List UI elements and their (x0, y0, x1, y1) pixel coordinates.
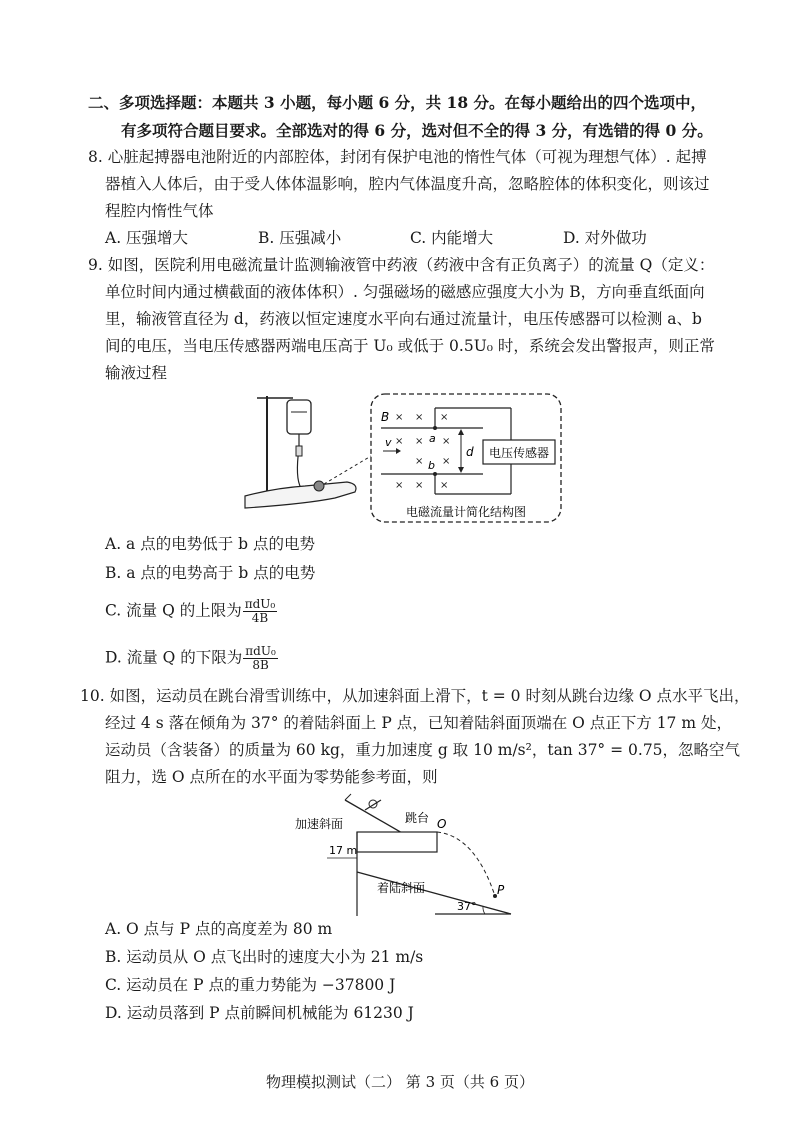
svg-text:×: × (442, 456, 451, 467)
point-o-label: O (437, 817, 447, 831)
accel-slope-label: 加速斜面 (295, 817, 344, 831)
q8-option-b: B. 压强减小 (258, 229, 342, 247)
q8-option-a: A. 压强增大 (105, 229, 189, 247)
q8-stem-line-3: 程腔内惰性气体 (105, 202, 214, 220)
q9-option-a: A. a 点的电势低于 b 点的电势 (105, 535, 315, 553)
svg-text:×: × (415, 436, 424, 447)
platform-label: 跳台 (405, 811, 430, 825)
svg-text:×: × (415, 412, 424, 423)
q8-option-d: D. 对外做功 (563, 229, 647, 247)
section-header-line-1: 二、多项选择题：本题共 3 小题，每小题 6 分，共 18 分。在每小题给出的四个选项中， (88, 93, 707, 112)
q9-option-b: B. a 点的电势高于 b 点的电势 (105, 564, 316, 582)
svg-text:×: × (395, 480, 404, 491)
svg-text:×: × (440, 412, 449, 423)
q9-stem-line-5: 输液过程 (105, 364, 168, 382)
page-footer: 物理模拟测试（二） 第 3 页（共 6 页） (266, 1073, 534, 1091)
svg-text:×: × (415, 456, 424, 467)
q8-stem-line-1: 8. 心脏起搏器电池附近的内部腔体，封闭有保护电池的惰性气体（可视为理想气体）. 起搏 (88, 148, 707, 166)
q10-option-a: A. O 点与 P 点的高度差为 80 m (105, 920, 333, 938)
point-b-label: b (428, 459, 435, 472)
iv-bag-icon (287, 400, 311, 434)
q8-stem-line-2: 器植入人体后，由于受人体体温影响，腔内气体温度升高，忽略腔体的体积变化，则该过 (105, 175, 710, 193)
q9-option-d (105, 645, 278, 672)
height-label: 17 m (329, 844, 358, 857)
q10-stem-line-4: 阻力，选 O 点所在的水平面为零势能参考面，则 (105, 768, 438, 786)
magnetic-field-label: B (381, 410, 390, 424)
q9-option-d-fraction: $\frac{\text{πdU₀}}{8B}$ (245, 644, 276, 672)
q9-option-d-text: D. 流量 Q 的下限为 (105, 648, 243, 667)
patient-arm-icon (245, 482, 356, 508)
svg-text:×: × (415, 480, 424, 491)
q9-option-c (105, 598, 277, 625)
q9-figure (235, 388, 565, 530)
q10-option-b: B. 运动员从 O 点飞出时的速度大小为 21 m/s (105, 948, 424, 966)
velocity-label: v (385, 436, 392, 449)
q10-stem-line-2: 经过 4 s 落在倾角为 37° 的着陆斜面上 P 点，已知着陆斜面顶端在 O 点正下方 17 m 处， (105, 714, 732, 732)
q10-stem-line-3: 运动员（含装备）的质量为 60 kg，重力加速度 g 取 10 m/s²，tan 37° = 0.75，忽略空气 (105, 741, 741, 759)
q8-option-c: C. 内能增大 (410, 229, 494, 247)
flow-meter-icon (314, 481, 324, 491)
figure-caption: 电磁流量计简化结构图 (405, 505, 527, 519)
field-cross-marks (395, 412, 450, 491)
voltage-sensor-label: 电压传感器 (488, 446, 550, 460)
q9-option-c-text: C. 流量 Q 的上限为 (105, 601, 242, 620)
q9-stem-line-1: 9. 如图，医院利用电磁流量计监测输液管中药液（药液中含有正负离子）的流量 Q（定义： (88, 256, 715, 274)
point-p-label: P (497, 883, 505, 897)
q10-option-d: D. 运动员落到 P 点前瞬间机械能为 61230 J (105, 1004, 414, 1022)
svg-text:×: × (395, 412, 404, 423)
q9-option-c-fraction: $\frac{\text{πdU₀}}{4B}$ (244, 597, 276, 625)
diameter-label: d (466, 445, 474, 459)
trajectory-path (437, 832, 495, 896)
svg-text:×: × (440, 480, 449, 491)
q10-figure (285, 792, 515, 916)
section-header-line-2: 有多项符合题目要求。全部选对的得 6 分，选对但不全的得 3 分，有选错的得 0 分。 (121, 121, 713, 140)
platform-block (357, 832, 437, 852)
angle-label: 37° (457, 900, 477, 913)
q9-stem-line-3: 里，输液管直径为 d，药液以恒定速度水平向右通过流量计，电压传感器可以检测 a、b (105, 310, 702, 328)
landing-slope-label: 着陆斜面 (377, 881, 426, 895)
svg-text:×: × (395, 436, 404, 447)
svg-text:×: × (442, 436, 451, 447)
q9-stem-line-4: 间的电压，当电压传感器两端电压高于 U₀ 或低于 0.5U₀ 时，系统会发出警报声，则正常 (105, 337, 715, 355)
iv-tube (297, 434, 301, 488)
point-a-label: a (429, 432, 436, 445)
q10-stem-line-1: 10. 如图，运动员在跳台滑雪训练中，从加速斜面上滑下，t = 0 时刻从跳台边缘 O 点水平飞出， (80, 687, 750, 705)
q9-stem-line-2: 单位时间内通过横截面的液体体积）. 匀强磁场的磁感应强度大小为 B，方向垂直纸面向 (105, 283, 705, 301)
q10-option-c: C. 运动员在 P 点的重力势能为 −37800 J (105, 976, 396, 994)
